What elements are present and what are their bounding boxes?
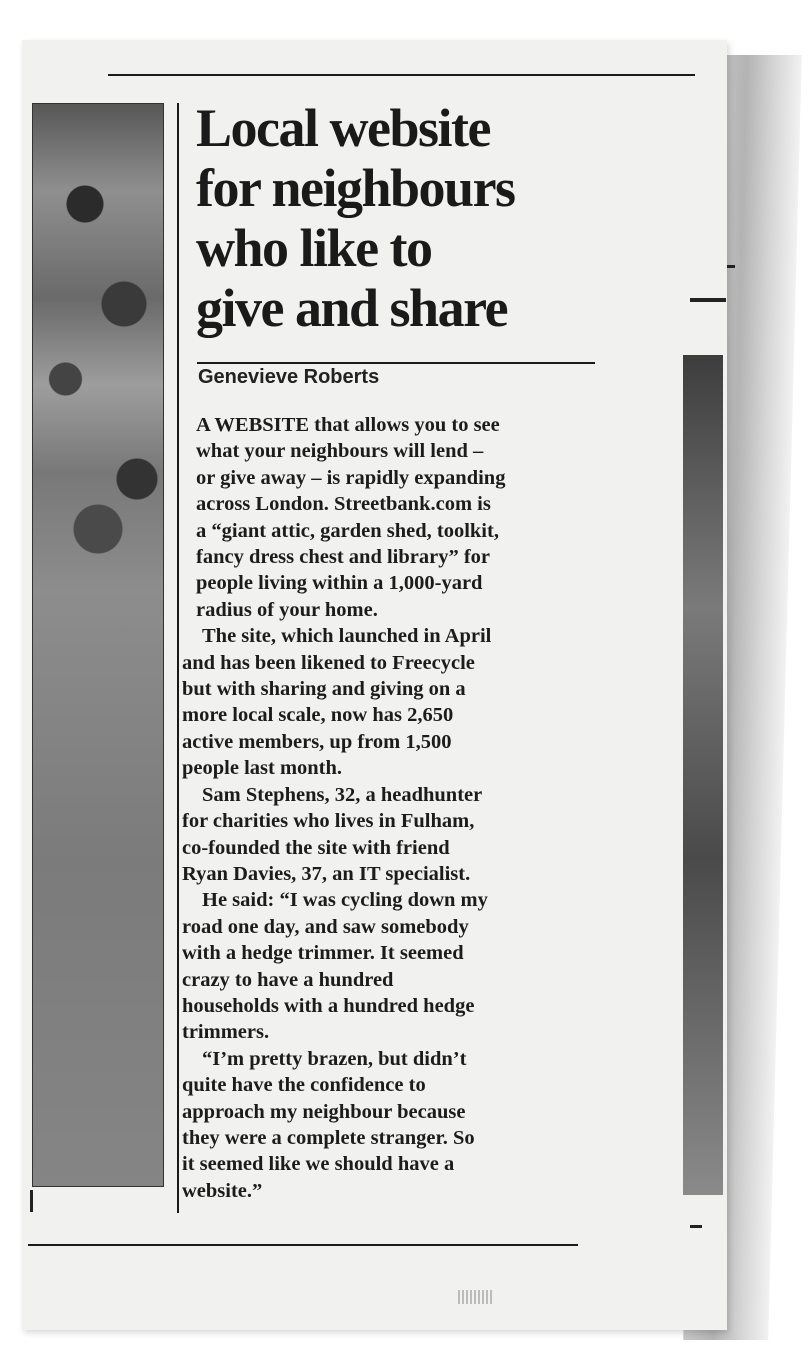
- bottom-rule: [28, 1244, 578, 1246]
- byline-rule: [197, 362, 595, 364]
- adjacent-page-mark: [690, 1225, 702, 1228]
- binding-mark: [458, 1290, 494, 1304]
- paragraph: Sam Stephens, 32, a headhunter for charities who lives in Fulham, co-founded the site with friend Ryan Davies, 37, an IT specialist.: [182, 783, 483, 885]
- paragraph: He said: “I was cycling down my road one day, and saw somebody with a hedge trimmer. It seemed crazy to have a hundred households with a hundred hedge trimmers.: [182, 889, 488, 1044]
- byline: Genevieve Roberts: [198, 366, 380, 388]
- adjacent-page-photo: [683, 355, 723, 1195]
- headline: Local website for neighbours who like to give and share: [196, 98, 515, 338]
- paragraph: The site, which launched in April and has been likened to Freecycle but with sharing and giving on a more local scale, now has 2,650 active members, up from 1,500 people last month.: [182, 625, 492, 780]
- photo-foliage: [33, 104, 163, 604]
- photo-caption-mark: [30, 1190, 33, 1212]
- top-rule: [108, 74, 695, 76]
- adjacent-page-mark: [690, 298, 726, 302]
- adjacent-page-mark: [727, 265, 735, 268]
- article-photo: [32, 103, 164, 1187]
- column-rule: [177, 103, 179, 1213]
- paragraph: A WEBSITE that allows you to see what your neighbours will lend – or give away – is rapidly expanding across London. Streetbank.com is a “giant attic, garden shed, toolkit, fancy dress chest and library” for people living within a 1,000-yard radius of your home.: [196, 414, 506, 621]
- article-body: [182, 412, 602, 1204]
- paragraph: “I’m pretty brazen, but didn’t quite have the confidence to approach my neighbour because they were a complete stranger. So it seemed like we should have a website.”: [182, 1047, 475, 1202]
